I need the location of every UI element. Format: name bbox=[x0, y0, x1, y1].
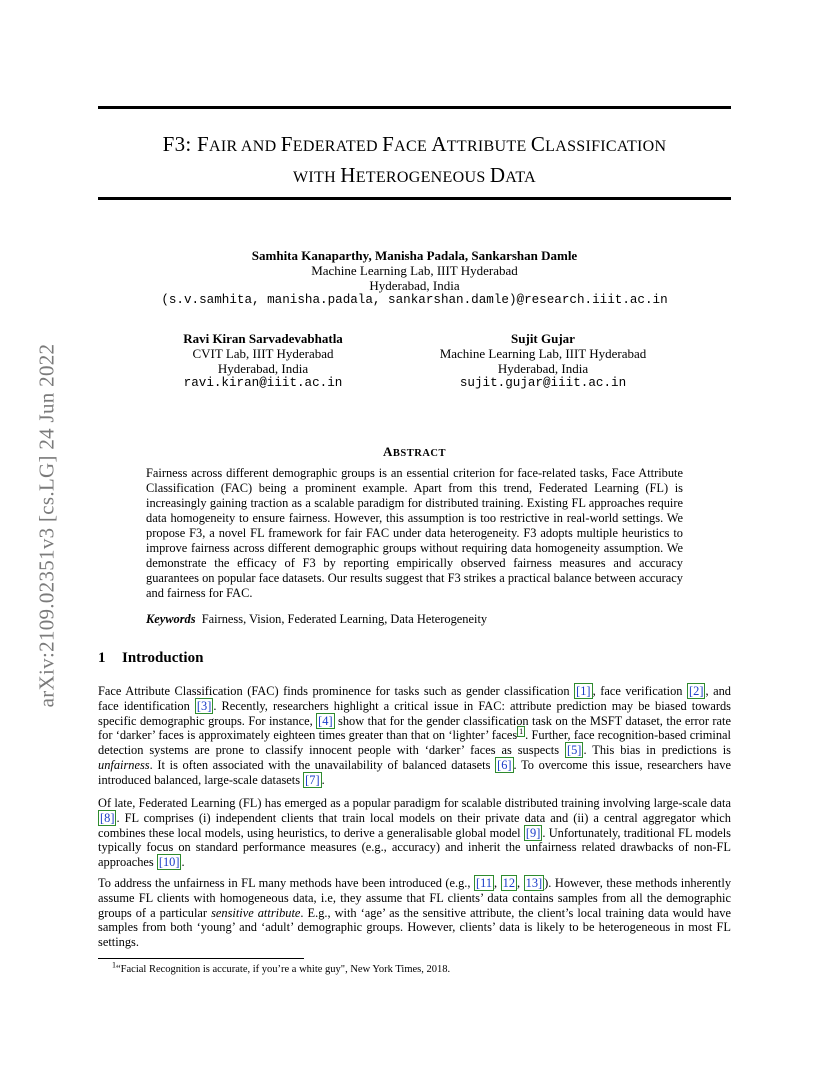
author-block-main bbox=[98, 248, 731, 308]
author-affiliation: Machine Learning Lab, IIIT Hyderabad bbox=[439, 346, 647, 361]
citation-link[interactable]: [11 bbox=[475, 876, 493, 890]
citation-link[interactable]: [8] bbox=[100, 810, 115, 825]
section-number: 1 bbox=[98, 650, 106, 666]
author-affiliation: Machine Learning Lab, IIIT Hyderabad bbox=[311, 263, 518, 278]
author-city: Hyderabad, India bbox=[497, 361, 589, 376]
author-block-right bbox=[413, 331, 673, 391]
citation-link[interactable]: [1] bbox=[576, 684, 591, 698]
arxiv-id-text: arXiv:2109.02351v3 [cs.LG] 24 Jun 2022 bbox=[34, 343, 59, 707]
citation-link[interactable]: [7] bbox=[305, 772, 320, 787]
author-city: Hyderabad, India bbox=[217, 361, 309, 376]
title-top-rule bbox=[98, 106, 731, 109]
abstract-text: Fairness across different demographic groups is an essential criterion for face-related tasks, Face Attribute Classification (FAC) being a prominent example. Apart from this trend, Federated Learning (FL) is increasingly gaining traction as a scalable paradigm for distributed training. Existing FL approaches require data homogeneity to ensure fairness. However, this assumption is too restrictive in real-world settings. We propose F3, a novel FL framework for fair FAC under data heterogeneity. F3 adopts multiple heuristics to improve fairness across different demographic groups without requiring data homogeneity assumption. We demonstrate the efficacy of F3 by reporting empirically observed fairness measures and accuracy guarantees on popular face datasets. Our results suggest that F3 strikes a practical balance between accuracy and fairness for FAC. bbox=[146, 466, 683, 600]
title-line-2: WITH HETEROGENEOUS DATA bbox=[292, 163, 537, 187]
paper-title bbox=[98, 130, 731, 192]
paragraph-1: Face Attribute Classification (FAC) finds prominence for tasks such as gender classification [1] , face verification [2] , and face identification [3] . Recently, researchers highlight a critical issue in FAC: attribute prediction may be biased towards specific demographic groups. For instance, [4] show that for the gender classification task on the MSFT dataset, the error rate for ‘darker’ faces is approximately eighteen times greater than that on ‘lighter’ faces $^1$ . Further, face recognition-based criminal detection systems are prone to classify innocent people with ‘darker’ faces as suspects [5] . This bias in predictions is unfairness. It is often associated with the unavailability of balanced datasets [6] . To overcome this issue, researchers have introduced balanced, large-scale datasets [7] . bbox=[98, 684, 731, 787]
citation-link[interactable]: [3] bbox=[196, 698, 212, 713]
section-heading bbox=[98, 650, 203, 667]
title-line-1: F3: FAIR AND FEDERATED FACE ATTRIBUTE CLASSIFICATION bbox=[162, 132, 667, 156]
author-email: (s.v.samhita, manisha.padala, sankarshan.damle)@research.iiit.ac.in bbox=[161, 293, 668, 307]
keywords-text: Fairness, Vision, Federated Learning, Data Heterogeneity bbox=[201, 612, 488, 626]
citation-link[interactable]: [6] bbox=[497, 757, 512, 772]
footnote-rule bbox=[98, 958, 304, 959]
author-name: Ravi Kiran Sarvadevabhatla bbox=[183, 331, 343, 346]
author-names: Samhita Kanaparthy, Manisha Padala, Sankarshan Damle bbox=[251, 248, 578, 263]
section-title: Introduction bbox=[122, 650, 204, 666]
footnote-link[interactable]: 1 bbox=[519, 727, 524, 737]
citation-link[interactable]: 13] bbox=[525, 876, 543, 890]
author-affiliation: CVIT Lab, IIIT Hyderabad bbox=[192, 346, 334, 361]
abstract-heading: ABSTRACT bbox=[383, 444, 446, 459]
author-email: sujit.gujar@iiit.ac.in bbox=[459, 376, 627, 390]
footnote-text: “Facial Recognition is accurate, if you’re a white guy", New York Times, 2018. bbox=[116, 964, 451, 975]
citation-link[interactable]: 12 bbox=[502, 876, 516, 890]
citation-link[interactable]: [10] bbox=[158, 855, 180, 870]
citation-link[interactable]: [4] bbox=[318, 713, 333, 728]
author-city: Hyderabad, India bbox=[369, 278, 460, 293]
keywords-label: Keywords bbox=[146, 612, 196, 626]
arxiv-side-identifier bbox=[36, 290, 58, 760]
citation-link[interactable]: [5] bbox=[566, 743, 582, 758]
citation-link[interactable]: [2] bbox=[689, 684, 704, 698]
footnote-mark: 1 bbox=[112, 960, 116, 970]
author-block-left bbox=[133, 331, 393, 391]
author-email: ravi.kiran@iiit.ac.in bbox=[183, 376, 343, 390]
footnote bbox=[112, 960, 451, 976]
citation-link[interactable]: [9] bbox=[525, 825, 541, 840]
paragraph-3: To address the unfairness in FL many methods have been introduced (e.g., [11 , 12 , 13] ). However, these methods inherently assume FL clients with homogeneous data, i.e, they assume that FL clients’ data contains samples from all the demographic groups of a particular sensitive attribute. E.g., with ‘age’ as the sensitive attribute, the client’s local training data would have samples from both ‘young’ and ‘adult’ demographic groups. However, clients’ data is likely to be heterogeneous in most FL settings. bbox=[98, 876, 732, 950]
title-bottom-rule bbox=[98, 197, 731, 200]
author-name: Sujit Gujar bbox=[511, 331, 575, 346]
keywords bbox=[146, 612, 683, 627]
paragraph-2: Of late, Federated Learning (FL) has emerged as a popular paradigm for scalable distributed training involving large-scale data [8] . FL comprises (i) independent clients that train local models on their private data and (ii) a central aggregator which combines these local models, using heuristics, to derive a generalisable global model [9] . Unfortunately, traditional FL models typically focus on standard performance measures (e.g., accuracy) and inherit the unfairness related drawbacks of non-FL approaches [10] . bbox=[98, 796, 731, 870]
